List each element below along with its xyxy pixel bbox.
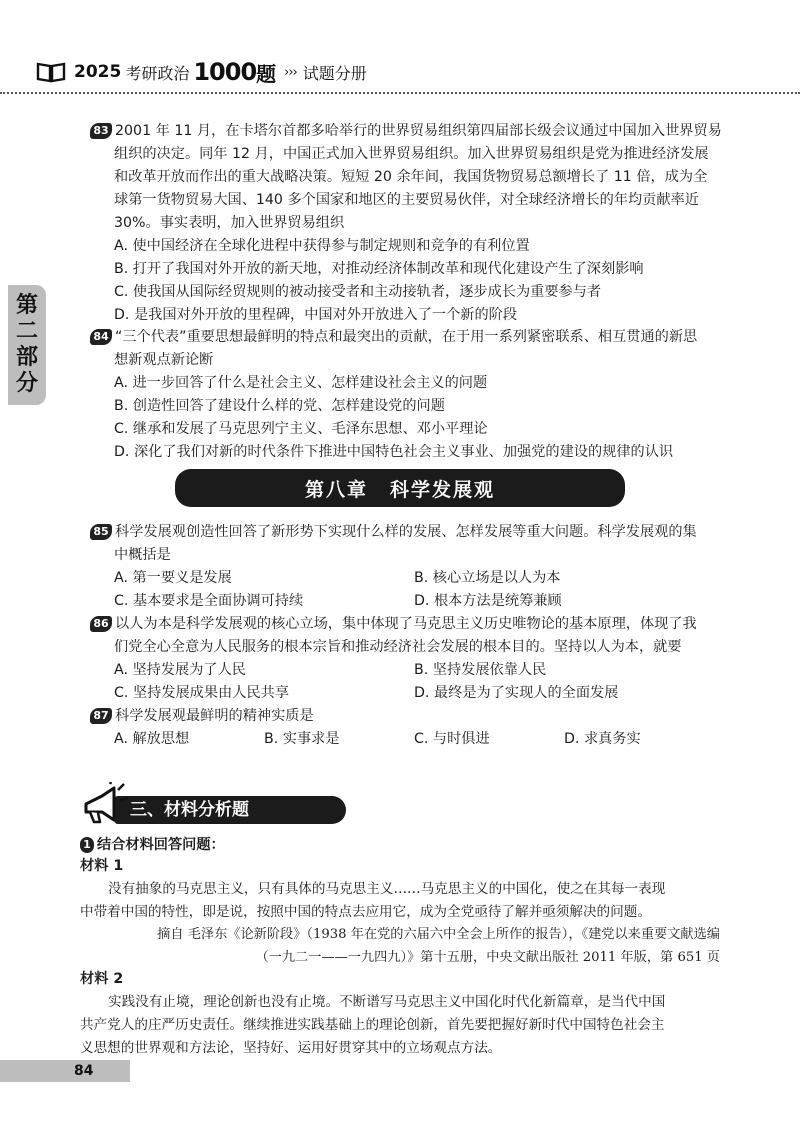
option-b: B. 核心立场是以人为本 <box>414 570 561 586</box>
option-a: A. 使中国经济在全球化进程中获得参与制定规则和竞争的有利位置 <box>114 238 530 254</box>
question-stem: 84 “三个代表”重要思想最鲜明的特点和最突出的贡献，在于用一系列紧密联系、相互贯通的新思 <box>90 326 730 349</box>
header-arrows: ››› <box>284 64 297 80</box>
question-stem-line: 和改革开放而作出的重大战略决策。短短 20 余年间，我国货物贸易总额增长了 11 倍，成为全 <box>114 169 708 185</box>
question-stem: 83 2001 年 11 月，在卡塔尔首都多哈举行的世界贸易组织第四届部长级会议通过中国加入世界贸易 <box>90 120 730 143</box>
question-stem-line: 中概括是 <box>114 547 171 563</box>
question-stem-line: 球第一货物贸易大国、140 多个国家和地区的主要贸易伙伴，对全球经济增长的年均贡献率近 <box>114 192 699 208</box>
paragraph-line: 中带着中国的特性，即是说，按照中国的特点去应用它，成为全党亟待了解并亟须解决的问题。 <box>80 904 651 920</box>
option-row <box>90 567 730 590</box>
question-stem-line: 30%。事实表明，加入世界贸易组织 <box>114 215 345 231</box>
question-stem: 85 科学发展观创造性回答了新形势下实现什么样的发展、怎样发展等重大问题。科学发展观的集 <box>90 521 730 544</box>
material-2-label: 材料 2 <box>80 971 124 987</box>
question-stem-line: 们党全心全意为人民服务的根本宗旨和推动经济社会发展的根本目的。坚持以人为本，就要 <box>114 639 682 655</box>
question-stem: 86 以人为本是科学发展观的核心立场，集中体现了马克思主义历史唯物论的基本原理，体现了我 <box>90 613 730 636</box>
question-85 <box>90 521 730 613</box>
header-divider <box>0 92 800 94</box>
question-87 <box>90 705 730 751</box>
brand-subtitle: 考研政治 <box>125 63 190 83</box>
chapter-title: 科学发展观 <box>390 478 496 501</box>
question-number-badge: 83 <box>90 123 112 139</box>
question-stem: 87 科学发展观最鲜明的精神实质是 <box>90 705 730 728</box>
page-header <box>36 56 367 88</box>
option-c: C. 坚持发展成果由人民共享 <box>114 685 289 701</box>
section-header <box>80 782 280 826</box>
option-d: D. 深化了我们对新的时代条件下推进中国特色社会主义事业、加强党的建设的规律的认识 <box>114 444 674 460</box>
option-c: C. 使我国从国际经贸规则的被动接受者和主动接轨者，逐步成长为重要参与者 <box>114 284 602 300</box>
chapter-banner <box>175 469 625 507</box>
option-c: C. 继承和发展了马克思列宁主义、毛泽东思想、邓小平理论 <box>114 421 488 437</box>
material-1-text <box>80 878 720 924</box>
brand-number: 1000 <box>193 58 257 86</box>
question-83 <box>90 120 730 327</box>
question-number-badge: 1 <box>80 837 94 853</box>
option-a: A. 进一步回答了什么是社会主义、怎样建设社会主义的问题 <box>114 375 488 391</box>
chapter-number: 第八章 <box>304 478 368 501</box>
option-row <box>90 659 730 682</box>
material-1-label: 材料 1 <box>80 858 124 874</box>
side-tab-char: 第 <box>15 293 38 318</box>
part-side-tab <box>8 285 46 405</box>
option-d: D. 根本方法是统筹兼顾 <box>414 593 562 609</box>
paragraph-line: 没有抽象的马克思主义，只有具体的马克思主义……马克思主义的中国化，使之在其每一表现 <box>108 881 666 897</box>
question-number-badge: 85 <box>90 524 112 540</box>
option-row <box>90 682 730 705</box>
open-book-icon <box>36 61 66 83</box>
option-b: B. 创造性回答了建设什么样的党、怎样建设党的问题 <box>114 398 445 414</box>
material-2-text <box>80 991 720 1060</box>
option-a: A. 第一要义是发展 <box>114 570 232 586</box>
side-tab-char: 二 <box>15 319 38 344</box>
option-row <box>90 728 730 751</box>
question-stem-line: 想新观点新论断 <box>114 352 214 368</box>
paragraph-line: 义思想的世界观和方法论，坚持好、运用好贯穿其中的立场观点方法。 <box>80 1040 502 1056</box>
side-tab-char: 部 <box>15 345 38 370</box>
option-c: C. 基本要求是全面协调可持续 <box>114 593 304 609</box>
option-a: A. 坚持发展为了人民 <box>114 662 246 678</box>
option-b: B. 打开了我国对外开放的新天地，对推动经济体制改革和现代化建设产生了深刻影响 <box>114 261 644 277</box>
option-b: B. 实事求是 <box>264 731 340 747</box>
question-stem-line: 组织的决定。同年 12 月，中国正式加入世界贸易组织。加入世界贸易组织是党为推进经济发展 <box>114 146 709 162</box>
header-book-title: 试题分册 <box>302 63 367 83</box>
option-c: C. 与时俱进 <box>414 731 490 747</box>
section-title: 三、材料分析题 <box>114 796 346 824</box>
option-b: B. 坚持发展依靠人民 <box>414 662 547 678</box>
brand-year: 2025 <box>74 62 122 82</box>
page-number: 84 <box>74 1063 94 1079</box>
question-number-badge: 87 <box>90 708 112 724</box>
question-number-badge: 84 <box>90 329 112 345</box>
option-d: D. 求真务实 <box>564 731 641 747</box>
material-question: 1 结合材料回答问题： <box>80 834 225 854</box>
brand-title-char: 题 <box>256 61 277 86</box>
question-86 <box>90 613 730 705</box>
option-row <box>90 590 730 613</box>
paragraph-line: 共产党人的庄严历史责任。继续推进实践基础上的理论创新，首先要把握好新时代中国特色社会主 <box>80 1017 665 1033</box>
material-1-citation <box>80 923 720 969</box>
side-tab-char: 分 <box>15 371 38 396</box>
question-84 <box>90 326 730 464</box>
option-d: D. 最终是为了实现人的全面发展 <box>414 685 619 701</box>
citation-line: （一九二一——一九四九）》第十五册，中央文献出版社 2011 年版，第 651 页 <box>255 950 720 965</box>
option-d: D. 是我国对外开放的里程碑，中国对外开放进入了一个新的阶段 <box>114 307 518 323</box>
megaphone-icon <box>80 782 130 826</box>
question-number-badge: 86 <box>90 616 112 632</box>
citation-line: 摘自 毛泽东《论新阶段》（1938 年在党的六届六中全会上所作的报告），《建党以来重要文献选编 <box>157 927 720 942</box>
paragraph-line: 实践没有止境，理论创新也没有止境。不断谱写马克思主义中国化时代化新篇章，是当代中国 <box>108 994 666 1010</box>
option-a: A. 解放思想 <box>114 731 190 747</box>
